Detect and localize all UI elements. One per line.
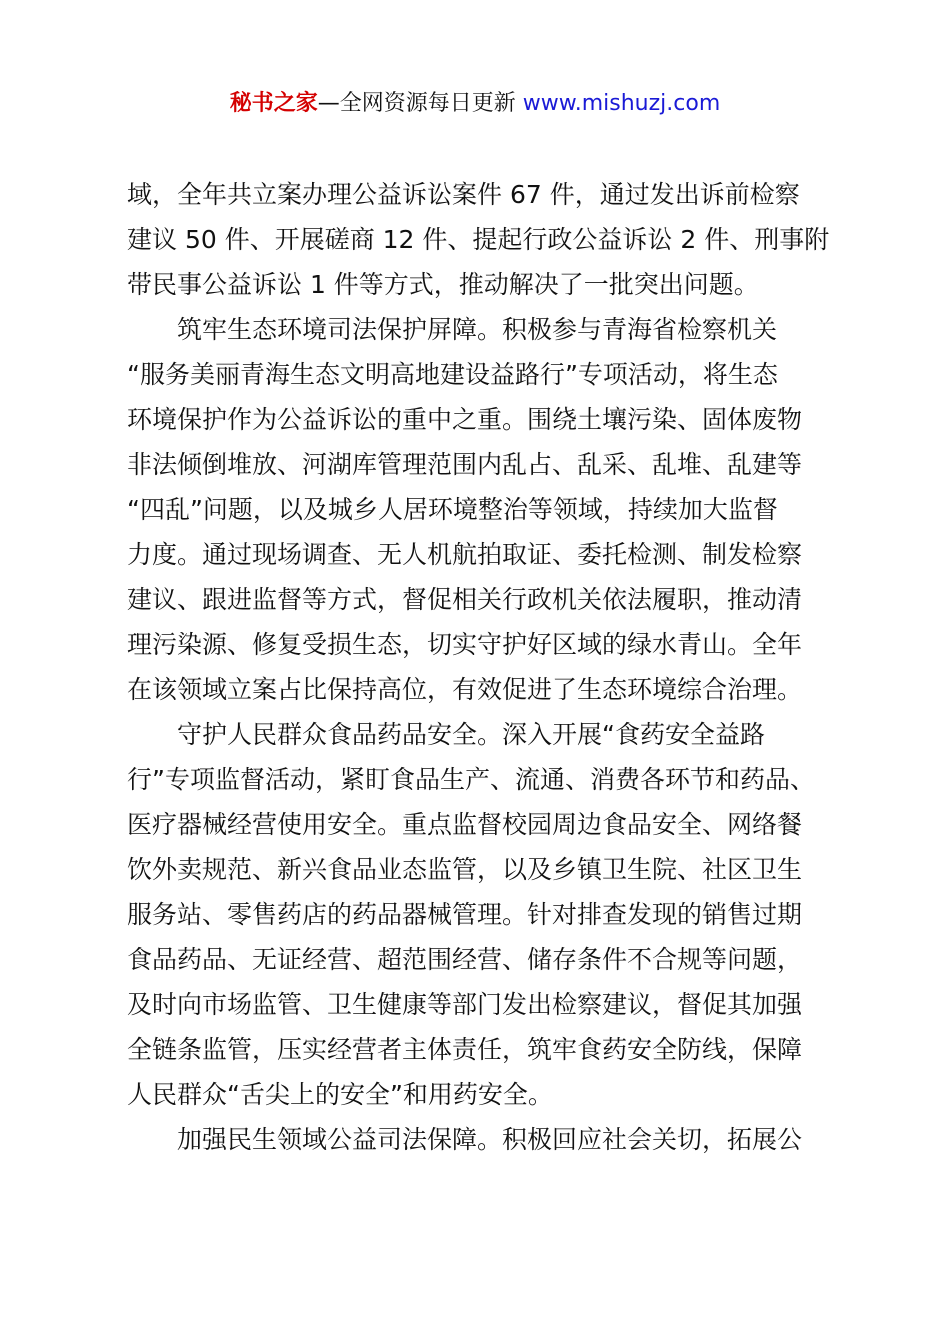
text-line: 理污染源、修复受损生态，切实守护好区域的绿水青山。全年 bbox=[127, 630, 803, 659]
paragraph-heading-line: 加强民生领域公益司法保障。积极回应社会关切，拓展公 bbox=[127, 1125, 803, 1154]
text-line: 在该领域立案占比保持高位，有效促进了生态环境综合治理。 bbox=[127, 675, 803, 704]
text-line: 带民事公益诉讼 1 件等方式，推动解决了一批突出问题。 bbox=[127, 270, 759, 299]
text-line: 建议 50 件、开展磋商 12 件、提起行政公益诉讼 2 件、刑事附 bbox=[127, 225, 830, 254]
site-url-link[interactable]: www.mishuzj.com bbox=[522, 91, 721, 116]
text-line: 医疗器械经营使用安全。重点监督校园周边食品安全、网络餐 bbox=[127, 810, 803, 839]
text-line: 饮外卖规范、新兴食品业态监管，以及乡镇卫生院、社区卫生 bbox=[127, 855, 803, 884]
site-header bbox=[0, 86, 950, 122]
text-line: 人民群众“舌尖上的安全”和用药安全。 bbox=[127, 1080, 553, 1109]
text-line: “四乱”问题，以及城乡人居环境整治等领域，持续加大监督 bbox=[127, 495, 778, 524]
text-line: 服务站、零售药店的药品器械管理。针对排查发现的销售过期 bbox=[127, 900, 803, 929]
text-line: 行”专项监督活动，紧盯食品生产、流通、消费各环节和药品、 bbox=[127, 765, 815, 794]
text-line: 非法倾倒堆放、河湖库管理范围内乱占、乱采、乱堆、乱建等 bbox=[127, 450, 803, 479]
text-line: 建议、跟进监督等方式，督促相关行政机关依法履职，推动清 bbox=[127, 585, 803, 614]
paragraph-heading-line: 守护人民群众食品药品安全。深入开展“食药安全益路 bbox=[127, 720, 765, 749]
text-line: 全链条监管，压实经营者主体责任，筑牢食药安全防线，保障 bbox=[127, 1035, 803, 1064]
text-line: 环境保护作为公益诉讼的重中之重。围绕土壤污染、固体废物 bbox=[127, 405, 803, 434]
brand-name: 秘书之家 bbox=[229, 91, 318, 116]
paragraph-heading-line: 筑牢生态环境司法保护屏障。积极参与青海省检察机关 bbox=[127, 315, 778, 344]
document-body bbox=[127, 172, 833, 1162]
text-line: 力度。通过现场调查、无人机航拍取证、委托检测、制发检察 bbox=[127, 540, 803, 569]
text-line: 及时向市场监管、卫生健康等部门发出检察建议，督促其加强 bbox=[127, 990, 803, 1019]
text-line: 域，全年共立案办理公益诉讼案件 67 件，通过发出诉前检察 bbox=[127, 180, 800, 209]
text-line: 食品药品、无证经营、超范围经营、储存条件不合规等问题， bbox=[127, 945, 803, 974]
header-tagline: —全网资源每日更新 bbox=[317, 91, 523, 116]
text-line: “服务美丽青海生态文明高地建设益路行”专项活动，将生态 bbox=[127, 360, 778, 389]
